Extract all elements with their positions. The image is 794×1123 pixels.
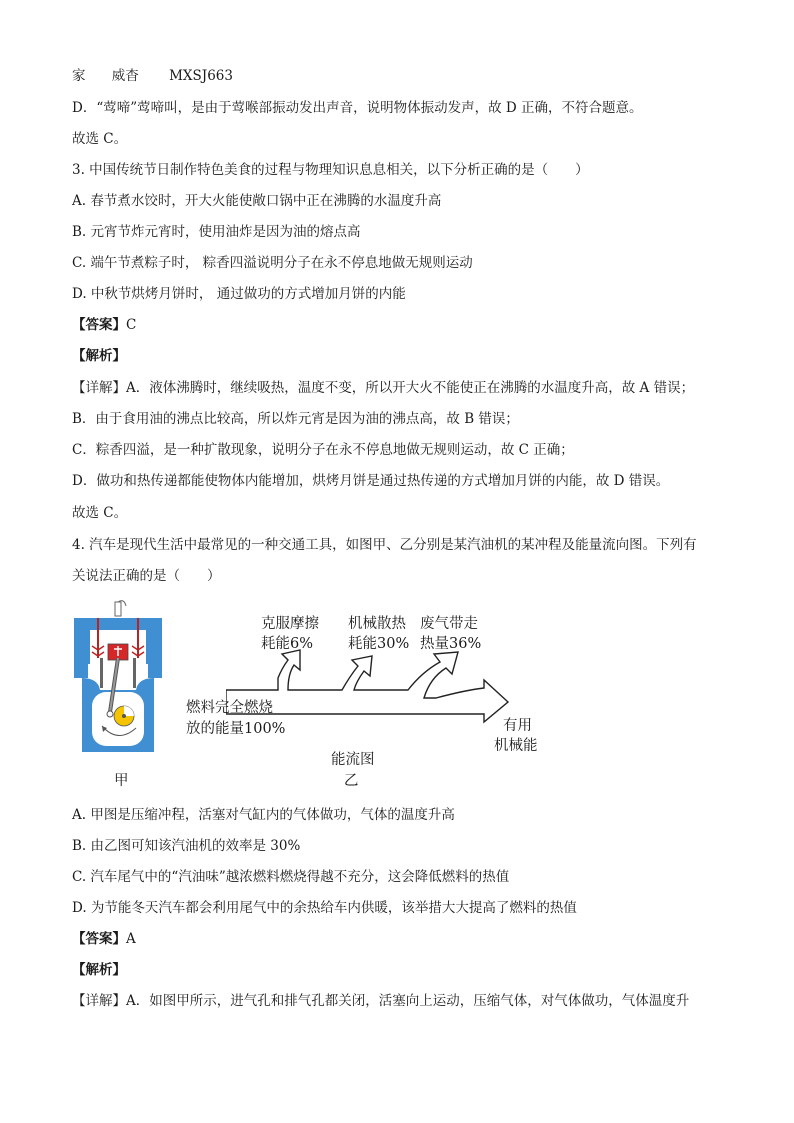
q4-figure [66,600,566,800]
loss-heat-value: 耗能30% [348,636,410,652]
q3-detail-2: B．由于食用油的沸点比较高，所以炸元宵是因为油的沸点高，故 B 错误； [72,411,519,427]
answer-label: 【答案】 [72,317,126,333]
loss-exhaust-title: 废气带走 [420,616,478,632]
q4-answer [72,929,136,949]
output-useful-title: 有用 [503,718,532,734]
q4-option-d: D. 为节能冬天汽车都会利用尾气中的余热给车内供暖，该举措大大提高了燃料的热值 [72,900,577,916]
q3-detail-3: C．粽香四溢，是一种扩散现象，说明分子在永不停息地做无规则运动，故 C 正确； [72,442,574,458]
header-code: MXSJ663 [169,68,233,84]
q3-stem: 3. 中国传统节日制作特色美食的过程与物理知识息息相关，以下分析正确的是（ ） [72,162,589,178]
figure-jia-label: 甲 [114,773,129,789]
output-useful-value: 机械能 [494,738,538,754]
answer-value: A [126,931,136,947]
flow-diagram-caption: 能流图 [331,752,375,768]
q3-option-c: C. 端午节煮粽子时， 粽香四溢说明分子在永不停息地做无规则运动 [72,255,473,271]
q3-option-d: D. 中秋节烘烤月饼时， 通过做功的方式增加月饼的内能 [72,286,406,302]
q4-option-b: B. 由乙图可知该汽油机的效率是 30% [72,838,301,854]
q4-stem-2: 关说法正确的是（ ） [72,568,221,584]
header-char: 威杳 [111,68,139,84]
loss-exhaust-value: 热量36% [420,636,482,652]
header-fragment [72,66,233,86]
q4-stem-1: 4. 汽车是现代生活中最常见的一种交通工具，如图甲、乙分别是某汽油机的某冲程及能量流向图。下列有 [72,537,697,553]
loss-friction-value: 耗能6% [261,636,314,652]
q3-conclusion: 故选 C。 [72,505,128,521]
input-energy-value: 放的能量100% [186,721,286,737]
q3-option-a: A. 春节煮水饺时，开大火能使敞口锅中正在沸腾的水温度升高 [72,193,442,209]
answer-label: 【答案】 [72,931,126,947]
q3-option-b: B. 元宵节炸元宵时，使用油炸是因为油的熔点高 [72,224,361,240]
q2-option-d: D．“莺啼”莺啼叫，是由于莺喉部振动发出声音，说明物体振动发声，故 D 正确，不符合题意。 [72,100,643,116]
header-char: 家 [72,68,86,84]
q3-answer [72,315,136,335]
q4-option-a: A. 甲图是压缩冲程，活塞对气缸内的气体做功，气体的温度升高 [72,807,455,823]
q3-detail-4: D．做功和热传递都能使物体内能增加，烘烤月饼是通过热传递的方式增加月饼的内能，故 D 错误。 [72,473,670,489]
input-energy-title: 燃料完全燃烧 [186,700,273,716]
loss-heat-title: 机械散热 [348,616,406,632]
q3-analysis-label: 【解析】 [72,348,126,364]
loss-friction-title: 克服摩擦 [261,616,319,632]
engine-cylinder-diagram [68,600,168,760]
q4-detail-1: 【详解】A．如图甲所示，进气孔和排气孔都关闭，活塞向上运动，压缩气体，对气体做功，气体温度升 [72,993,690,1009]
q3-detail-1: 【详解】A．液体沸腾时，继续吸热，温度不变，所以开大火不能使正在沸腾的水温度升高，故 A 错误； [72,380,695,396]
q4-analysis-label: 【解析】 [72,962,126,978]
answer-value: C [126,317,137,333]
energy-flow-diagram [226,630,566,790]
q4-option-c: C. 汽车尾气中的“汽油味”越浓燃料燃烧得越不充分，这会降低燃料的热值 [72,869,510,885]
figure-yi-label: 乙 [344,773,359,789]
q2-conclusion: 故选 C。 [72,131,128,147]
